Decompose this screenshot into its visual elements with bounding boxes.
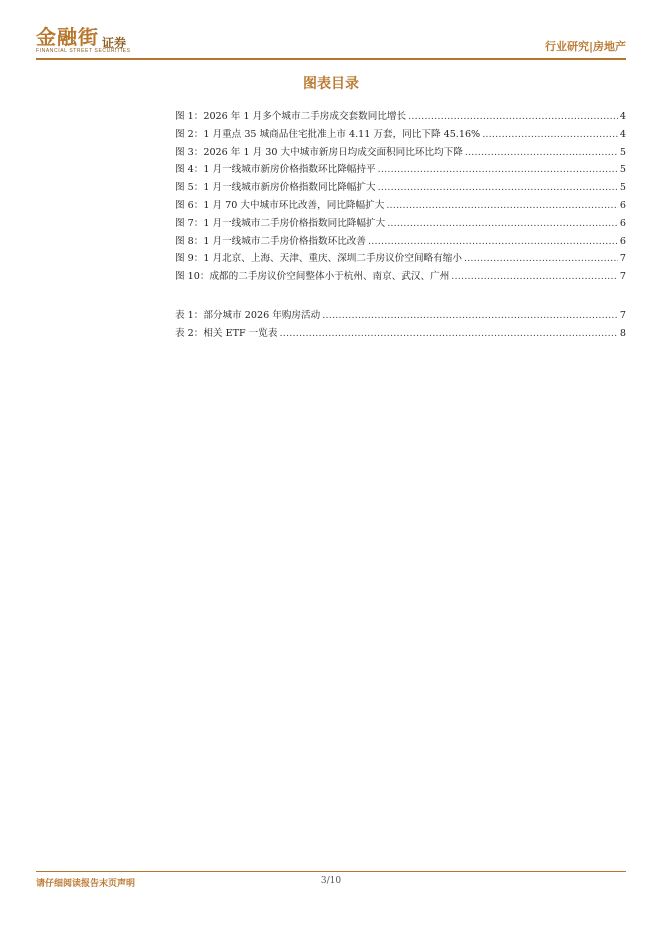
toc-entry-figure-6[interactable] xyxy=(175,197,626,215)
toc-entry-label: 表 2：相关 ETF 一览表 xyxy=(175,327,278,339)
header-divider xyxy=(36,58,626,60)
toc-entry-figure-5[interactable] xyxy=(175,179,626,197)
toc-entry-table-1[interactable] xyxy=(175,307,626,325)
toc-entry-label: 图 9：1 月北京、上海、天津、重庆、深圳二手房议价空间略有缩小 xyxy=(175,253,462,265)
toc-entry-page: 8 xyxy=(619,327,626,339)
toc-entry-label: 图 7：1 月一线城市二手房价格指数同比降幅扩大 xyxy=(175,217,386,229)
toc-entry-figure-8[interactable] xyxy=(175,233,626,251)
toc-entry-page: 5 xyxy=(619,146,626,158)
toc-leader-dots xyxy=(408,111,618,122)
toc-entry-label: 图 10：成都的二手房议价空间整体小于杭州、南京、武汉、广州 xyxy=(175,271,450,283)
logo-zq-text: 证券 xyxy=(102,36,127,50)
toc-leader-dots xyxy=(378,182,618,193)
logo-cn-text: 金融街 xyxy=(36,25,99,49)
toc-entry-figure-3[interactable] xyxy=(175,144,626,162)
toc-leader-dots xyxy=(386,200,618,211)
toc-entry-figure-2[interactable] xyxy=(175,126,626,144)
page-header xyxy=(36,26,626,60)
toc-leader-dots xyxy=(322,310,618,321)
toc-leader-dots xyxy=(465,147,618,158)
toc-entry-page: 5 xyxy=(619,182,626,194)
toc-entry-page: 6 xyxy=(619,235,626,247)
toc-entry-figure-4[interactable] xyxy=(175,161,626,179)
table-list xyxy=(175,307,626,343)
toc-entry-page: 4 xyxy=(619,111,626,122)
toc-entry-label: 图 8：1 月一线城市二手房价格指数环比改善 xyxy=(175,235,366,247)
toc-leader-dots xyxy=(482,129,618,140)
toc-leader-dots xyxy=(378,164,618,175)
toc-leader-dots xyxy=(387,218,618,229)
toc-entry-page: 7 xyxy=(619,271,626,283)
toc-entry-label: 图 2：1 月重点 35 城商品住宅批准上市 4.11 万套，同比下降 45.16% xyxy=(175,128,481,140)
toc-entry-page: 7 xyxy=(619,253,626,265)
toc-entry-label: 图 3：2026 年 1 月 30 大中城市新房日均成交面积同比环比均下降 xyxy=(175,146,463,158)
toc-entry-label: 图 6：1 月 70 大中城市环比改善，同比降幅扩大 xyxy=(175,199,385,211)
logo-en-text: FINANCIAL STREET SECURITIES xyxy=(36,48,131,54)
footer-divider xyxy=(36,871,626,872)
toc-entry-figure-1[interactable] xyxy=(175,108,626,126)
toc-entry-label: 图 5：1 月一线城市新房价格指数同比降幅扩大 xyxy=(175,182,376,194)
toc-leader-dots xyxy=(464,253,618,264)
toc-entry-label: 图 1：2026 年 1 月多个城市二手房成交套数同比增长 xyxy=(175,111,407,122)
company-logo xyxy=(36,25,131,56)
footer-disclaimer: 请仔细阅读报告末页声明 xyxy=(36,879,136,889)
toc-entry-table-2[interactable] xyxy=(175,325,626,343)
toc-entry-page: 6 xyxy=(619,217,626,229)
page-number: 3/10 xyxy=(320,876,342,886)
toc-entry-page: 6 xyxy=(619,199,626,211)
toc-entry-figure-10[interactable] xyxy=(175,268,626,286)
page-title: 图表目录 xyxy=(303,76,359,92)
toc-entry-page: 7 xyxy=(619,310,626,321)
toc-entry-label: 图 4：1 月一线城市新房价格指数环比降幅持平 xyxy=(175,164,376,176)
toc-leader-dots xyxy=(279,328,617,339)
toc-entry-page: 4 xyxy=(619,128,626,140)
toc-entry-page: 5 xyxy=(619,164,626,176)
toc-entry-label: 表 1：部分城市 2026 年购房活动 xyxy=(175,310,321,321)
toc-leader-dots xyxy=(368,236,618,247)
toc-entry-figure-7[interactable] xyxy=(175,215,626,233)
report-section: 行业研究|房地产 xyxy=(544,40,626,53)
toc-leader-dots xyxy=(451,271,618,282)
toc-entry-figure-9[interactable] xyxy=(175,250,626,268)
figure-list xyxy=(175,108,626,286)
